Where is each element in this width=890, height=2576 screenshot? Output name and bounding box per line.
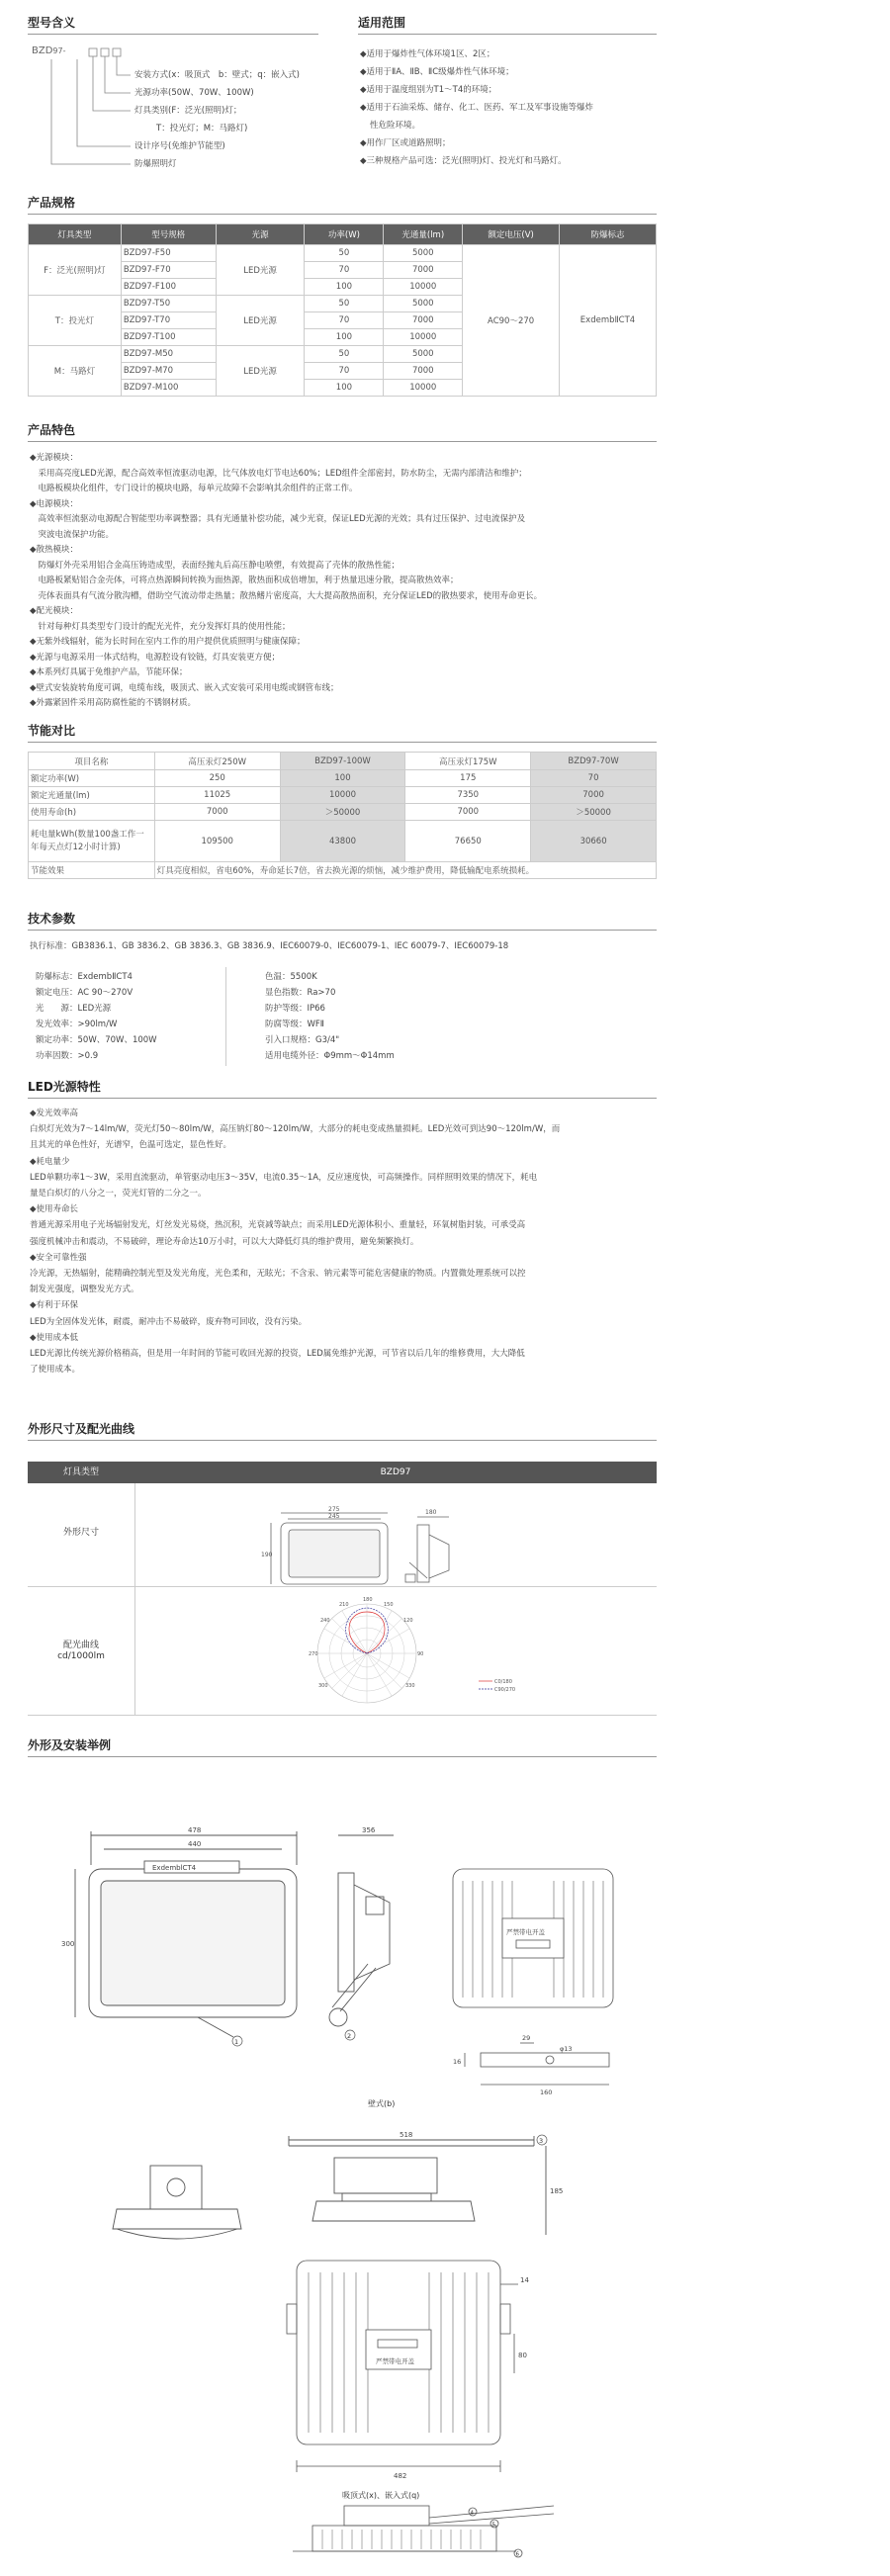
divider xyxy=(225,967,226,1066)
table-cell: 43800 xyxy=(280,821,405,862)
callout-4: 4 xyxy=(470,2510,474,2517)
ceiling-side-drawing xyxy=(113,2166,241,2239)
table-row xyxy=(29,787,657,804)
callout-2: 2 xyxy=(347,2032,352,2040)
callout-5: 5 xyxy=(491,2522,495,2529)
callout-3: 3 xyxy=(539,2137,544,2145)
lamp-type-cell: T：投光灯 xyxy=(29,296,122,346)
tech-param: 防腐等级：WFⅡ xyxy=(265,1020,324,1029)
table-cell: 10000 xyxy=(280,787,405,804)
polar-tick-label: 240 xyxy=(320,1618,330,1624)
scope-item: ◆三种规格产品可选：泛光(照明)灯、投光灯和马路灯。 xyxy=(360,156,567,166)
column-header: 灯具类型 xyxy=(29,224,122,245)
flux-cell: 5000 xyxy=(384,346,463,363)
dim-245-label: 245 xyxy=(328,1513,340,1520)
tech-right-list xyxy=(265,969,395,1064)
table-cell: ＞50000 xyxy=(280,804,405,821)
legend-label: C90/270 xyxy=(494,1687,516,1693)
divider xyxy=(28,1440,657,1441)
tech-param: 功率因数：>0.9 xyxy=(36,1051,99,1061)
scope-section-title: 适用范围 xyxy=(358,16,406,30)
dim-14-label: 14 xyxy=(520,2276,529,2284)
row-label: cd/1000lm xyxy=(57,1651,105,1661)
energy-section-title: 节能对比 xyxy=(28,724,76,738)
column-header: 光通量(lm) xyxy=(384,224,463,245)
model-cell: BZD97-M70 xyxy=(121,363,216,380)
column-header: 型号规格 xyxy=(121,224,216,245)
tech-param: 额定功率：50W、70W、100W xyxy=(36,1035,157,1045)
led-feature-line: LED光源比传统光源价格稍高，但是用一年时间的节能可收回光源的投资，LED属免维护光源，可节省以后几年的维修费用，大大降低 xyxy=(30,1349,525,1360)
warning-label: 严禁带电开盖 xyxy=(376,2357,414,2365)
model-line-2: 光源功率(50W、70W、100W) xyxy=(134,88,254,98)
tech-left-list xyxy=(36,969,157,1064)
table-row xyxy=(29,245,657,262)
lamp-type-cell: F：泛光(照明)灯 xyxy=(29,245,122,296)
tech-param: 额定电压：AC 90～270V xyxy=(36,988,134,998)
flux-cell: 5000 xyxy=(384,296,463,312)
power-cell: 100 xyxy=(305,329,384,346)
row-label: 外形尺寸 xyxy=(62,1528,99,1538)
row-label: 节能效果 xyxy=(29,862,155,879)
flux-cell: 7000 xyxy=(384,312,463,329)
feature-line: 采用高亮度LED光源，配合高效率恒流驱动电源，比气体放电灯节电达60%；LED组件全部密封，防水防尘，无需内部清洁和维护； xyxy=(30,468,527,479)
scope-item: ◆用作厂区或道路照明； xyxy=(360,138,451,148)
column-header: 功率(W) xyxy=(305,224,384,245)
model-cell: BZD97-M100 xyxy=(121,380,216,397)
dim-185-label: 185 xyxy=(550,2187,564,2195)
flux-cell: 7000 xyxy=(384,363,463,380)
dim-180-label: 180 xyxy=(425,1509,437,1516)
row-label: 使用寿命(h) xyxy=(29,804,155,821)
tech-param: 色温：5500K xyxy=(265,972,317,982)
specs-table xyxy=(28,223,657,397)
power-cell: 70 xyxy=(305,363,384,380)
led-feature-line: ◆发光效率高 xyxy=(30,1109,79,1118)
table-row xyxy=(29,862,657,879)
source-cell: LED光源 xyxy=(216,346,305,397)
table-header xyxy=(29,753,657,770)
column-header: 额定电压(V) xyxy=(463,224,560,245)
feature-line: ◆光源与电源采用一体式结构，电源腔设有铰链，灯具安装更方便； xyxy=(30,652,281,663)
table-cell: 7000 xyxy=(531,787,657,804)
features-section-title: 产品特色 xyxy=(28,423,76,437)
led-feature-line: ◆有利于环保 xyxy=(30,1300,79,1311)
model-line-1: 安装方式(x：吸顶式 b：壁式；q：嵌入式) xyxy=(134,70,300,80)
row-label: 耗电量kWh(数量100盏工作一年每天点灯12小时计算) xyxy=(29,821,155,862)
model-cell: BZD97-T100 xyxy=(121,329,216,346)
model-code-suffix: 97- xyxy=(52,46,66,55)
scope-item: ◆适用于爆炸性气体环境1区、2区； xyxy=(360,49,495,59)
scope-item: 性危险环境。 xyxy=(370,121,421,131)
legend-label: C0/180 xyxy=(494,1679,512,1685)
column-header: BZD97 xyxy=(380,1467,411,1477)
column-header: BZD97-100W xyxy=(280,753,405,770)
wall-side-drawing xyxy=(329,1835,394,2026)
dim-356-label: 356 xyxy=(362,1826,376,1834)
front-view-drawing xyxy=(271,1513,388,1584)
row-label: 额定功率(W) xyxy=(29,770,155,787)
tech-param: 防爆标志：ExdembⅡCT4 xyxy=(36,972,133,982)
model-line-3: 灯具类别(F：泛光(照明)灯； xyxy=(134,106,242,116)
dim-478-label: 478 xyxy=(188,1826,202,1834)
led-section-title: LED光源特性 xyxy=(28,1080,101,1094)
dim-440-label: 440 xyxy=(188,1840,202,1848)
table-cell: 250 xyxy=(154,770,280,787)
callout-1: 1 xyxy=(234,2038,239,2046)
ceiling-plan-drawing xyxy=(287,2261,518,2472)
tech-section-title: 技术参数 xyxy=(28,912,76,926)
model-cell: BZD97-T50 xyxy=(121,296,216,312)
install-section-title: 外形及安装举例 xyxy=(28,1738,112,1752)
divider xyxy=(28,1756,657,1757)
table-cell: 175 xyxy=(405,770,531,787)
feature-line: ◆散热模块： xyxy=(30,545,79,555)
caption-wall-mount: 壁式(b) xyxy=(368,2099,396,2108)
led-feature-line: ◆使用成本低 xyxy=(30,1332,79,1343)
column-header: 光源 xyxy=(216,224,305,245)
column-header: 防爆标志 xyxy=(560,224,657,245)
polar-tick-label: 210 xyxy=(339,1602,349,1608)
led-feature-line: 普通光源采用电子光场辐射发光，灯丝发光易烧，热沉积，光衰减等缺点；而采用LED光源体积小、重量轻，环氧树脂封装，可承受高 xyxy=(30,1220,526,1231)
exmark-cell: ExdembⅡCT4 xyxy=(560,245,657,397)
wall-front-drawing xyxy=(75,1831,297,2037)
scope-item: ◆适用于ⅡA、ⅡB、ⅡC级爆炸性气体环境； xyxy=(360,67,514,77)
wall-back-drawing xyxy=(453,1869,613,2007)
table-row xyxy=(29,821,657,862)
dim-190-label: 190 xyxy=(261,1552,273,1558)
feature-line: 针对每种灯具类型专门设计的配光光件，充分发挥灯具的使用性能； xyxy=(30,621,291,632)
led-feature-line: LED为全固体发光体，耐震，耐冲击不易破碎，废弃物可回收，没有污染。 xyxy=(30,1316,308,1327)
polar-curve xyxy=(309,1597,423,1703)
divider xyxy=(28,34,318,35)
led-feature-line: 量是白炽灯的八分之一，荧光灯管的二分之一。 xyxy=(30,1189,207,1199)
dim-80-label: 80 xyxy=(518,2352,527,2359)
tech-param: 防护等级：IP66 xyxy=(265,1004,325,1014)
feature-line: ◆电源模块： xyxy=(30,498,79,509)
flux-cell: 10000 xyxy=(384,380,463,397)
led-feature-line: ◆耗电量少 xyxy=(30,1156,70,1167)
feature-line: 壳体表面具有气流分散沟槽，借助空气流动带走热量；散热鳍片密度高，大大提高散热面积，充分保证LED的散热要求，使用寿命更长。 xyxy=(30,590,543,601)
dims-section-title: 外形尺寸及配光曲线 xyxy=(28,1422,135,1436)
model-line-5: 设计序号(免维护节能型) xyxy=(134,141,225,151)
table-cell: 76650 xyxy=(405,821,531,862)
divider xyxy=(28,214,657,215)
caption-ceiling-mount: 吸顶式(x)、嵌入式(q) xyxy=(342,2491,420,2500)
model-cell: BZD97-F50 xyxy=(121,245,216,262)
table-header xyxy=(29,224,657,245)
source-cell: LED光源 xyxy=(216,245,305,296)
feature-line: 高效率恒流驱动电源配合智能型功率调整器；具有光通量补偿功能，减少光衰，保证LED光源的光效；具有过压保护、过电流保护及 xyxy=(30,514,526,524)
feature-line: 电路板紧贴铝合金壳体，可将点热源瞬间转换为面热源，散热面积成倍增加，利于热量迅速分散，提高散热效率； xyxy=(30,576,459,585)
polar-tick-label: 120 xyxy=(403,1618,413,1624)
led-feature-line: 白炽灯光效为7～14lm/W，荧光灯50～80lm/W，高压钠灯80～120lm/W，大部分的耗电变成热量损耗。LED光效可到达90～120lm/W，而 xyxy=(30,1124,561,1135)
recessed-drawing xyxy=(0,2504,890,2573)
flux-cell: 10000 xyxy=(384,279,463,296)
led-feature-line: 制发光强度，调整发光方式。 xyxy=(30,1285,139,1295)
dim-300-label: 300 xyxy=(61,1940,75,1948)
scope-list xyxy=(360,45,657,170)
led-feature-list xyxy=(30,1106,653,1377)
led-feature-line: 且其光的单色性好，光谱窄，色温可选定，显色性好。 xyxy=(30,1140,232,1151)
table-cell: 7350 xyxy=(405,787,531,804)
polar-tick-label: 330 xyxy=(405,1683,415,1689)
model-code-prefix: BZD xyxy=(32,45,53,56)
specs-section-title: 产品规格 xyxy=(28,196,76,210)
model-code-diagram xyxy=(28,44,354,192)
column-header: BZD97-70W xyxy=(531,753,657,770)
flux-cell: 7000 xyxy=(384,262,463,279)
power-cell: 70 xyxy=(305,262,384,279)
feature-line: ◆光源模块： xyxy=(30,453,79,463)
model-cell: BZD97-M50 xyxy=(121,346,216,363)
table-cell: 灯具亮度相似，省电60%，寿命延长7倍，省去换光源的烦恼，减少维护费用，降低输配电系统损耗。 xyxy=(154,862,656,879)
scope-item: ◆适用于温度组别为T1～T4的环境； xyxy=(360,85,497,95)
standards-text: 执行标准：GB3836.1、GB 3836.2、GB 3836.3、GB 3836.9、IEC60079-0、IEC60079-1、IEC 60079-7、IEC60079-18 xyxy=(30,941,509,951)
warning-label: 严禁带电开盖 xyxy=(506,1928,545,1936)
polar-tick-label: 90 xyxy=(417,1651,424,1657)
divider xyxy=(28,930,657,931)
bracket-drawing xyxy=(465,2043,609,2085)
energy-table xyxy=(28,752,657,879)
column-header: 灯具类型 xyxy=(62,1467,99,1477)
divider xyxy=(28,742,657,743)
power-cell: 50 xyxy=(305,346,384,363)
table-cell: 11025 xyxy=(154,787,280,804)
tech-param: 适用电缆外径：Φ9mm～Φ14mm xyxy=(265,1051,395,1061)
feature-line: 突波电流保护功能。 xyxy=(30,529,115,540)
table-cell: 109500 xyxy=(154,821,280,862)
dim-16-label: 16 xyxy=(453,2058,462,2066)
model-code-lines xyxy=(28,44,354,192)
feature-line: ◆外露紧固件采用高防腐性能的不锈钢材质。 xyxy=(30,698,197,708)
divider xyxy=(28,1098,657,1099)
polar-tick-label: 150 xyxy=(384,1602,394,1608)
scope-item: ◆适用于石油采炼、储存、化工、医药、军工及军事设施等爆炸 xyxy=(360,103,594,113)
row-label: 额定光通量(lm) xyxy=(29,787,155,804)
tech-param: 显色指数：Ra>70 xyxy=(265,988,336,998)
divider xyxy=(28,441,657,442)
led-feature-line: 冷光源，无热辐射，能精确控制光型及发光角度，光色柔和，无眩光；不含汞、钠元素等可能危害健康的物质。内置微处理系统可以控 xyxy=(30,1269,526,1280)
power-cell: 100 xyxy=(305,279,384,296)
led-feature-line: LED单颗功率1～3W，采用直流驱动，单管驱动电压3～35V，电流0.35～1A，反应速度快，可高频操作。同样照明效果的情况下，耗电 xyxy=(30,1172,538,1183)
ceiling-front-drawing xyxy=(289,2136,546,2235)
table-cell: 100 xyxy=(280,770,405,787)
polar-tick-label: 270 xyxy=(309,1651,318,1657)
power-cell: 100 xyxy=(305,380,384,397)
led-feature-line: 强度机械冲击和震动，不易破碎，理论寿命达10万小时，可以大大降低灯具的维护费用，避免频繁换灯。 xyxy=(30,1236,419,1247)
model-cell: BZD97-F70 xyxy=(121,262,216,279)
dims-table xyxy=(28,1462,657,1716)
callout-6: 6 xyxy=(515,2551,519,2558)
nameplate-label: ExdemblCT4 xyxy=(152,1864,197,1872)
table-cell: 7000 xyxy=(154,804,280,821)
polar-legend xyxy=(479,1679,515,1693)
install-drawings xyxy=(0,1770,890,2561)
dim-275-label: 275 xyxy=(328,1506,340,1513)
polar-tick-label: 180 xyxy=(363,1597,373,1603)
dim-13-label: φ13 xyxy=(560,2045,573,2053)
dim-482-label: 482 xyxy=(394,2472,407,2480)
dim-160-label: 160 xyxy=(540,2088,553,2096)
column-header: 高压汞灯250W xyxy=(154,753,280,770)
lamp-type-cell: M：马路灯 xyxy=(29,346,122,397)
table-row xyxy=(29,804,657,821)
tech-param: 发光效率：>90lm/W xyxy=(36,1020,118,1029)
model-cell: BZD97-F100 xyxy=(121,279,216,296)
led-feature-line: ◆使用寿命长 xyxy=(30,1204,79,1215)
feature-line: 防爆灯外壳采用铝合金高压铸造成型，表面经抛丸后高压静电喷塑，有效提高了壳体的散热性能； xyxy=(30,560,400,571)
feature-line: ◆配光模块： xyxy=(30,606,79,616)
row-label: 配光曲线 xyxy=(62,1641,99,1650)
feature-line: ◆壁式安装旋转角度可调，电缆布线，吸顶式、嵌入式安装可采用电缆或钢管布线； xyxy=(30,682,339,693)
led-feature-line: ◆安全可靠性强 xyxy=(30,1252,87,1263)
column-header: 项目名称 xyxy=(29,753,155,770)
power-cell: 50 xyxy=(305,245,384,262)
table-row xyxy=(29,770,657,787)
feature-line: ◆无紫外线辐射，能为长时间在室内工作的用户提供优质照明与健康保障； xyxy=(30,637,306,647)
dim-29-label: 29 xyxy=(522,2034,531,2042)
tech-param: 引入口规格：G3/4" xyxy=(265,1035,340,1045)
flux-cell: 10000 xyxy=(384,329,463,346)
model-line-6: 防爆照明灯 xyxy=(134,159,177,169)
model-section-title: 型号含义 xyxy=(28,16,76,30)
table-header xyxy=(28,1462,657,1483)
polar-tick-label: 300 xyxy=(318,1683,328,1689)
features-list xyxy=(30,451,653,712)
tech-param: 光 源：LED光源 xyxy=(36,1004,112,1014)
model-line-4: T：投光灯；M：马路灯) xyxy=(156,124,248,133)
voltage-cell: AC90～270 xyxy=(463,245,560,397)
led-feature-line: 了使用成本。 xyxy=(30,1365,81,1376)
power-cell: 70 xyxy=(305,312,384,329)
power-cell: 50 xyxy=(305,296,384,312)
feature-line: ◆本系列灯具属于免维护产品，节能环保； xyxy=(30,667,188,677)
divider xyxy=(358,34,657,35)
table-cell: ＞50000 xyxy=(531,804,657,821)
dim-518-label: 518 xyxy=(400,2131,413,2139)
dims-drawings xyxy=(134,1483,657,1715)
side-view-drawing xyxy=(405,1517,449,1582)
flux-cell: 5000 xyxy=(384,245,463,262)
table-cell: 30660 xyxy=(531,821,657,862)
table-cell: 7000 xyxy=(405,804,531,821)
feature-line: 电路板模块化组件，专门设计的模块电路，每单元故障不会影响其余组件的正常工作。 xyxy=(30,484,358,493)
table-cell: 70 xyxy=(531,770,657,787)
model-cell: BZD97-T70 xyxy=(121,312,216,329)
source-cell: LED光源 xyxy=(216,296,305,346)
column-header: 高压汞灯175W xyxy=(405,753,531,770)
